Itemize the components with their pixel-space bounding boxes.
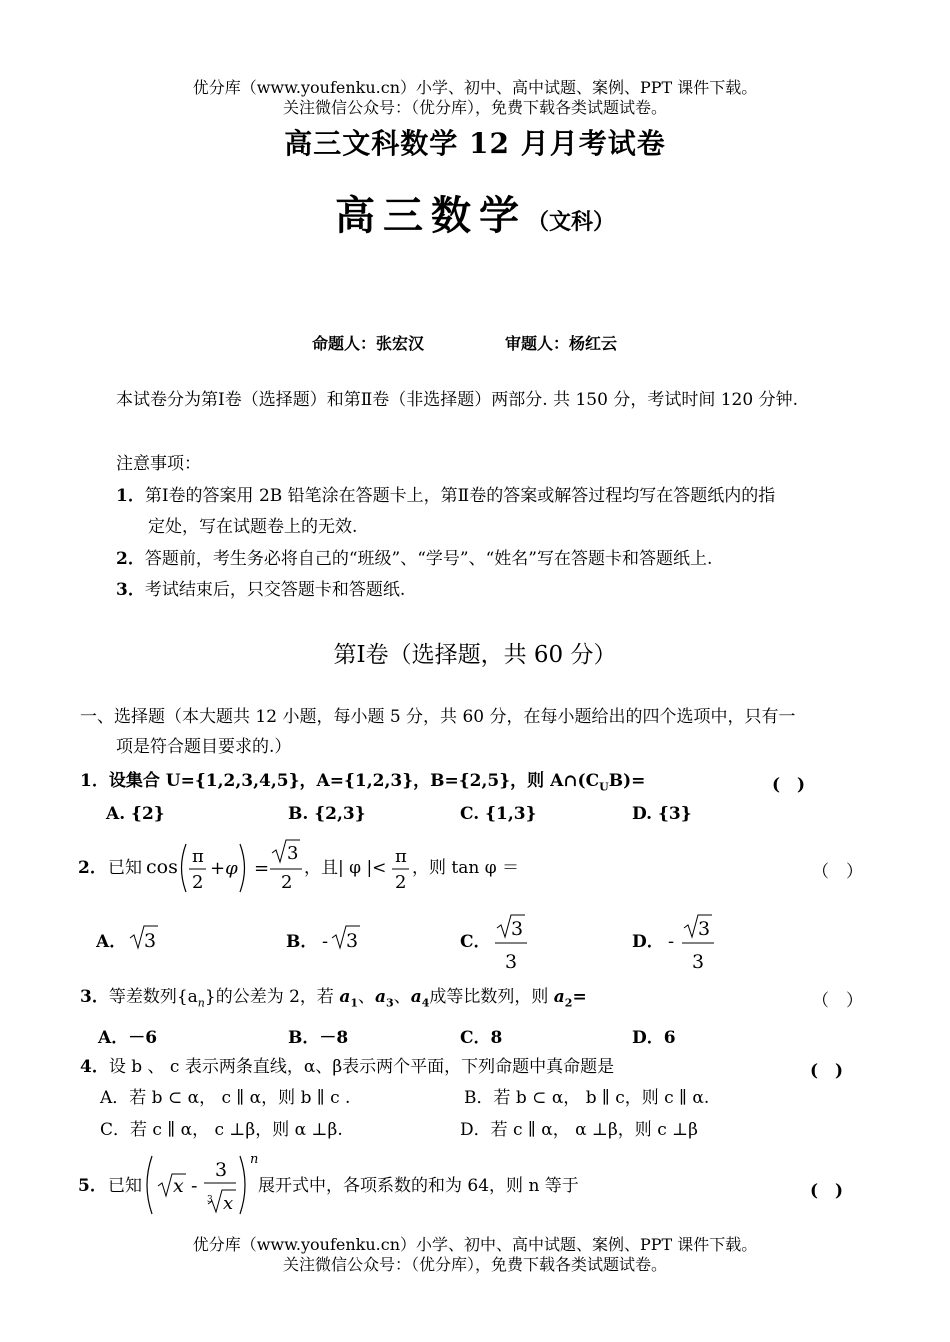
right-paren — [240, 1156, 245, 1214]
q4-option-d: D．若 c ∥ α， α ⊥β，则 c ⊥β — [460, 1120, 698, 1140]
notes-heading: 注意事项： — [116, 454, 201, 474]
question-suffix: 展开式中，各项系数的和为 64，则 n 等于 — [258, 1176, 579, 1196]
question-4 — [80, 1056, 614, 1078]
note-text: 考试结束后，只交答题卡和答题纸. — [144, 580, 406, 600]
subtitle-suffix: （文科） — [526, 209, 615, 235]
answer-bracket: （ ） — [812, 862, 863, 882]
left-paren — [147, 1156, 152, 1214]
question-stem-b: }的公差为 2，若 — [204, 987, 340, 1007]
part-one-line-1: 一、选择题（本大题共 12 小题，每小题 5 分，共 60 分，在每小题给出的四个选项中，只有一 — [80, 707, 796, 727]
q4-option-b: B．若 b ⊂ α， b ∥ c，则 c ∥ α. — [464, 1088, 710, 1108]
two-denominator: 2 — [192, 872, 204, 893]
header-line-1: 优分库（www.youfenku.cn）小学、初中、高中试题、案例、PPT 课件下载。 — [192, 78, 758, 97]
reviewer: 审题人：杨红云 — [505, 334, 618, 353]
q1-option-b: B. {2,3} — [288, 804, 366, 824]
option-numerator: 3 — [698, 918, 711, 940]
question-then: ，则 tan φ ＝ — [412, 858, 520, 878]
note-item-3 — [116, 579, 405, 601]
footer-line-2: 关注微信公众号：（优分库），免费下载各类试题试卷。 — [282, 1255, 667, 1274]
option-value: 3 — [144, 930, 157, 952]
q2-option-d — [632, 915, 714, 973]
note-text: 答题前，考生务必将自己的“班级”、“学号”、“姓名”写在答题卡和答题纸上. — [144, 549, 713, 569]
question-3 — [80, 986, 587, 1014]
q1-option-a: A. {2} — [106, 804, 165, 824]
plus-phi: +φ — [210, 858, 238, 879]
option-denominator: 3 — [505, 951, 518, 973]
q2-option-b — [286, 926, 360, 952]
complement-subscript: U — [599, 780, 609, 794]
question-stem-d: = — [572, 987, 587, 1007]
term-a1-sub: 1 — [350, 996, 359, 1010]
question-num: 4． — [80, 1057, 109, 1077]
question-stem: 设 b 、 c 表示两条直线，α、β表示两个平面，下列命题中真命题是 — [108, 1057, 615, 1077]
minus-sign: - — [191, 1175, 198, 1197]
section-title: 第Ⅰ卷（选择题，共 60 分） — [333, 642, 617, 668]
option-label: A． — [96, 932, 127, 952]
numerator-three: 3 — [215, 1159, 228, 1181]
term-a1: a — [339, 987, 351, 1007]
note-item-1-cont: 定处，写在试题卷上的无效. — [148, 517, 358, 537]
cube-root-index: 3 — [207, 1195, 213, 1205]
q3-option-a: A．－6 — [98, 1028, 158, 1048]
question-prefix: 已知 — [108, 858, 142, 878]
variable-x: x — [223, 1193, 234, 1214]
sequence-subscript: n — [197, 996, 205, 1010]
answer-bracket: ( ) — [772, 775, 806, 795]
question-num: 5． — [78, 1176, 107, 1196]
note-num: 3． — [116, 580, 145, 600]
pi-numerator: π — [395, 846, 407, 867]
question-stem-c: 成等比数列，则 — [429, 987, 554, 1007]
question-1 — [80, 770, 645, 798]
q2-options — [96, 912, 736, 974]
note-text: 第Ⅰ卷的答案用 2B 铅笔涂在答题卡上，第Ⅱ卷的答案或解答过程均写在答题纸内的指 — [144, 486, 776, 506]
answer-bracket: ( ) — [810, 1061, 844, 1081]
option-label: B． — [286, 932, 318, 952]
two-denominator: 2 — [395, 872, 407, 893]
note-num: 2． — [116, 549, 145, 569]
note-item-2 — [116, 548, 712, 570]
q3-option-b: B．－8 — [288, 1028, 349, 1048]
separator: 、 — [358, 987, 376, 1007]
question-stem-end: B)= — [608, 771, 646, 791]
footer-line-1: 优分库（www.youfenku.cn）小学、初中、高中试题、案例、PPT 课件下载。 — [192, 1235, 758, 1254]
note-item-1 — [116, 485, 775, 507]
exponent-n: n — [250, 1152, 259, 1167]
cos-function: cos — [146, 856, 178, 878]
question-num: 1． — [80, 771, 109, 791]
q3-option-c: C．8 — [460, 1028, 503, 1048]
term-a3-sub: 3 — [386, 996, 394, 1010]
part-one-line-2: 项是符合题目要求的.） — [116, 737, 292, 757]
question-stem-a: 等差数列{a — [108, 987, 198, 1007]
option-label: D． — [632, 932, 664, 952]
term-a4-sub: 4 — [421, 996, 430, 1010]
note-num: 1． — [116, 486, 145, 506]
option-numerator: 3 — [511, 918, 524, 940]
intro-text: 本试卷分为第Ⅰ卷（选择题）和第Ⅱ卷（非选择题）两部分. 共 150 分，考试时间 120 分钟. — [116, 390, 798, 410]
q1-option-c: C. {1,3} — [460, 804, 537, 824]
question-2 — [76, 838, 636, 898]
header-line-2: 关注微信公众号：（优分库），免费下载各类试题试卷。 — [282, 98, 667, 117]
option-value: 3 — [346, 930, 359, 952]
q2-option-a — [96, 926, 158, 952]
question-num: 3． — [80, 987, 109, 1007]
subtitle-main: 高三数学 — [334, 192, 527, 239]
q2-option-c — [460, 915, 527, 973]
two-denominator: 2 — [281, 872, 293, 893]
q3-option-d: D．6 — [632, 1028, 676, 1048]
minus-sign: - — [322, 931, 329, 952]
option-label: C． — [460, 932, 491, 952]
answer-bracket: ( ) — [810, 1181, 844, 1201]
separator: 、 — [393, 987, 411, 1007]
sqrt3-numerator: 3 — [287, 843, 299, 864]
term-a4: a — [410, 987, 422, 1007]
right-paren — [240, 844, 245, 892]
term-a2-sub: 2 — [564, 996, 573, 1010]
q4-option-a: A．若 b ⊂ α， c ∥ α，则 b ∥ c . — [100, 1088, 351, 1108]
question-5 — [76, 1152, 636, 1218]
term-a3: a — [375, 987, 387, 1007]
question-mid: ，且| φ |< — [304, 858, 387, 878]
q4-option-c: C．若 c ∥ α， c ⊥β，则 α ⊥β. — [100, 1120, 343, 1140]
q1-option-d: D. {3} — [632, 804, 692, 824]
variable-x: x — [173, 1175, 184, 1197]
minus-sign: - — [668, 931, 675, 952]
question-prefix: 已知 — [108, 1176, 142, 1196]
question-stem: 设集合 U={1,2,3,4,5}，A={1,2,3}，B={2,5}，则 A∩(C — [108, 771, 600, 791]
setter: 命题人：张宏汉 — [312, 334, 425, 353]
term-a2: a — [553, 987, 565, 1007]
exam-title: 高三文科数学 12 月月考试卷 — [284, 127, 666, 160]
equals-sign: = — [254, 858, 270, 879]
pi-numerator: π — [192, 846, 204, 867]
left-paren — [182, 844, 187, 892]
option-denominator: 3 — [692, 951, 705, 973]
question-num: 2． — [78, 858, 107, 878]
exam-subtitle — [0, 184, 950, 241]
answer-bracket: （ ） — [812, 991, 863, 1011]
